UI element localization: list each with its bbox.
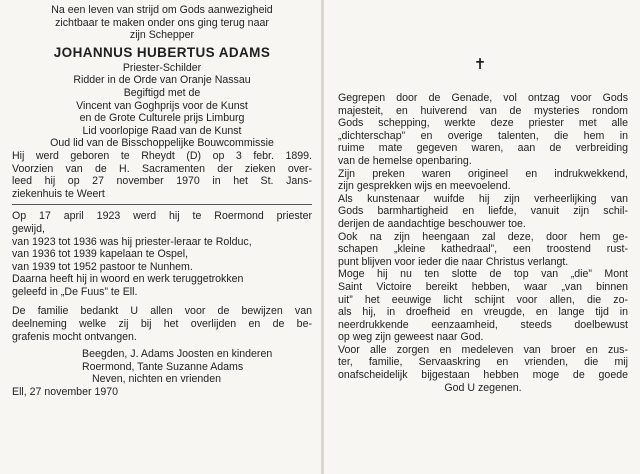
intro-line: Na een leven van strijd om Gods aanwezigheid	[51, 4, 273, 16]
text-line: Als kunstenaar wuifde hij zijn verheerlijking van	[338, 192, 628, 205]
title-line: Priester-Schilder	[122, 61, 202, 74]
text-line: derijen de aandachtige beschouwer toe.	[338, 217, 526, 230]
family-line: Roermond, Tante Suzanne Adams	[82, 360, 244, 373]
title-line: Oud lid van de Bisschoppelijke Bouwcommissie	[50, 137, 274, 150]
text-line: zijn gesprekken wijs en meevoelend.	[338, 180, 511, 193]
text-line: Ook na zijn heengaan zal deze, door hem ge-	[338, 230, 628, 243]
cross-icon: ✝	[473, 55, 487, 73]
text-line: „dichterschap” en overige talenten, die hem in	[338, 129, 628, 142]
text-line: punt blijven voor ieder die naar Christus verlangt.	[338, 255, 569, 268]
right-page	[324, 0, 640, 474]
text-line: onafscheidelijk bijgestaan hebben moge de goede	[338, 369, 628, 382]
text-line: Zijn preken waren origineel en indrukwekkend,	[338, 167, 628, 180]
text-line: neerdrukkende eenzaamheid, steeds doelbewust	[338, 318, 628, 331]
text-line: schapen „kleine kathedraal”, een troostend rust-	[338, 243, 628, 256]
text-line: op weg zijn geweest naar God.	[338, 331, 484, 344]
birth-line: ziekenhuis te Weert	[12, 187, 105, 200]
closing-line: God U zegenen.	[444, 381, 522, 394]
career-line: van 1936 tot 1939 kapelaan te Ospel,	[12, 248, 189, 261]
text-line: uit” het eeuwige licht schijnt voor allen, die zo-	[338, 293, 628, 306]
deceased-name: JOHANNUS HUBERTUS ADAMS	[53, 44, 271, 60]
text-line: Gegrepen door de Genade, vol ontzag voor Gods	[338, 92, 628, 104]
career-line: van 1923 tot 1936 was hij priester-leraar te Rolduc,	[12, 235, 252, 248]
spacer	[12, 298, 312, 305]
birth-line: leed hij op 27 november 1970 in het St. Jans-	[12, 175, 312, 188]
text-line: majesteit, en huiverend van de mysteries rondom	[338, 104, 628, 117]
thanks-line: De familie bedankt U allen voor de bewijzen van	[12, 305, 312, 318]
text-line: Gods schepping, werkte deze priester met alle	[338, 117, 628, 130]
text-line: als hij, in droefheid en vreugde, en lange tijd in	[338, 306, 628, 319]
career-line: van 1939 tot 1952 pastoor te Nunhem.	[12, 260, 193, 273]
birth-line: Voorzien van de H. Sacramenten der zieken over-	[12, 162, 312, 175]
intro-line: zichtbaar te maken onder ons ging terug naar	[55, 16, 269, 29]
text-line: ruime mate gegeven waren, aan de verbreiding	[338, 142, 628, 155]
birth-line: Hij werd geboren te Rheydt (D) op 3 febr. 1899.	[12, 149, 312, 162]
text-line: Moge hij nu ten slotte de top van „die” Mont	[338, 268, 628, 281]
title-line: Vincent van Goghprijs voor de Kunst	[76, 99, 248, 112]
text-line: Saint Victoire bereikt hebben, waar „van binnen	[338, 280, 628, 293]
place-date: Ell, 27 november 1970	[12, 386, 119, 399]
text-line: van de hemelse openbaring.	[338, 154, 472, 167]
title-line: en de Grote Culturele prijs Limburg	[79, 112, 245, 125]
intro-line: zijn Schepper	[129, 29, 195, 42]
career-line: geleefd in „De Fuus” te Ell.	[12, 285, 138, 298]
text-line: Voor alle zorgen en medeleven van broer en zus-	[338, 343, 628, 356]
title-line: Lid voorlopige Raad van de Kunst	[82, 124, 242, 137]
thanks-line: deelneming welke zij bij het overlijden en de be-	[12, 318, 312, 331]
family-line: Beegden, J. Adams Joosten en kinderen	[82, 348, 273, 361]
title-line: Begiftigd met de	[123, 86, 201, 99]
career-line: gewijd,	[12, 222, 45, 235]
career-line: Daarna heeft hij in woord en werk teruggetrokken	[12, 273, 244, 286]
divider	[12, 204, 312, 205]
text-line: ter, familie, Servaaskring en vrienden, die mij	[338, 356, 628, 369]
family-line: Neven, nichten en vrienden	[92, 373, 221, 386]
thanks-line: grafenis mocht ontvangen.	[12, 330, 137, 343]
title-line: Ridder in de Orde van Oranje Nassau	[73, 74, 251, 87]
text-line: Gods barmhartigheid en liefde, vanuit zijn schil-	[338, 205, 628, 218]
career-line: Op 17 april 1923 werd hij te Roermond priester	[12, 210, 312, 223]
